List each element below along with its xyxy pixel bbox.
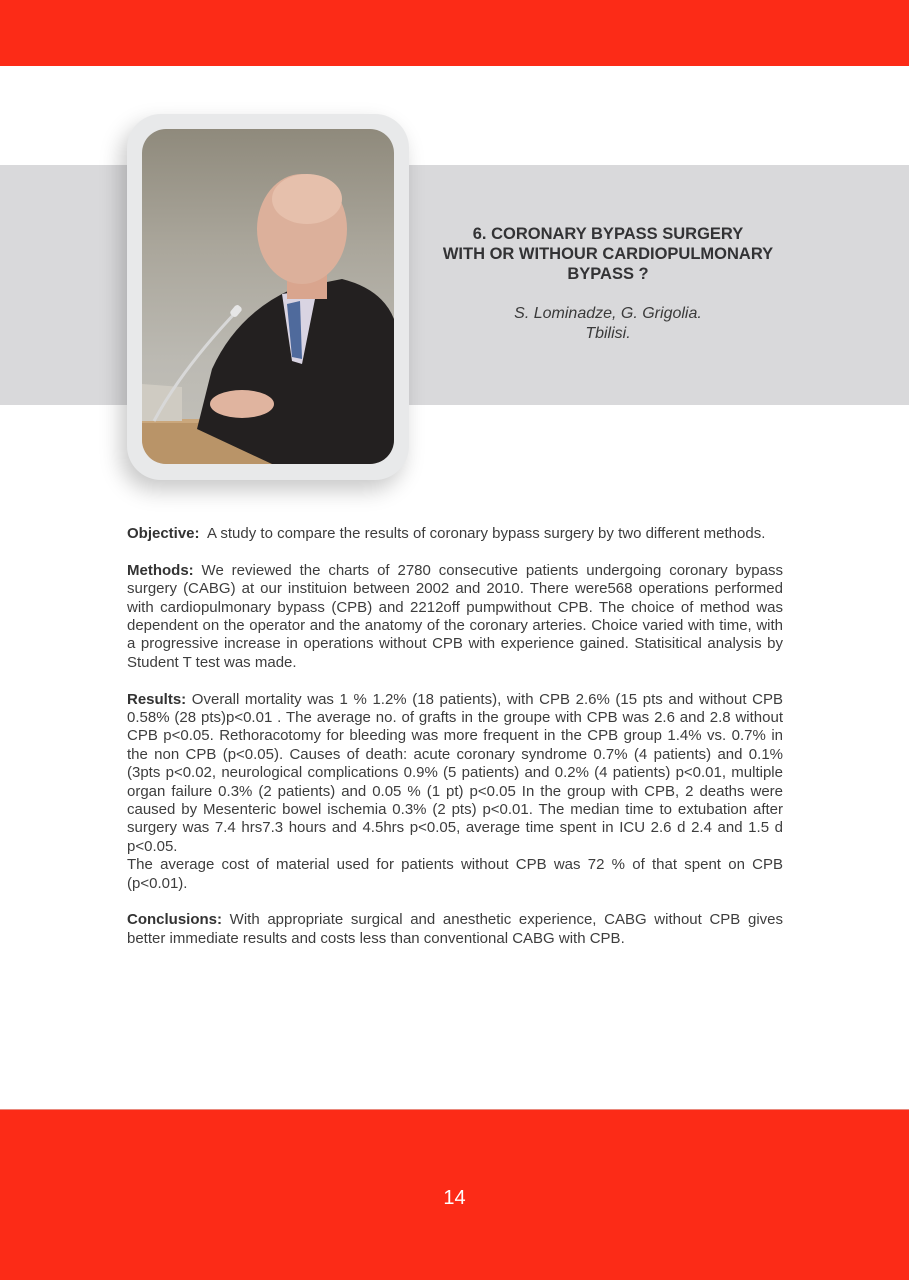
speaker-illustration <box>142 129 394 464</box>
speaker-photo <box>142 129 394 464</box>
title-line: 6. CORONARY BYPASS SURGERY <box>472 225 744 243</box>
photo-frame <box>127 114 409 480</box>
methods-label: Methods: <box>127 561 194 579</box>
results-text: Overall mortality was 1 % 1.2% (18 patients), with CPB 2.6% (15 pts and without CPB 0.58% (28 pts)p<0.01 . The average no. of grafts in the groupe with CPB was 2.6 and 2.8 without CPB p<0.05. Rethoracotomy for bleeding was more frequent in the CPB group 1.4% vs. 0.7% in the non CPB (p<0.05). Causes of death: acute coronary syndrome 0.7% (4 patients) and 0.1% (3pts p<0.02, neurological complications 0.9% (5 patients) and 0.2% (4 patients) p<0.01, multiple organ failure 0.3% (2 patients) and 0.05 % (1 pt) p<0.05 In the group with CPB, 2 deaths were caused by Mesenteric bowel ischemia 0.3% (2 pts) p<0.01. The median time to extubation after surgery was 7.4 hrs7.3 hours and 4.5hrs p<0.05, average time spent in ICU 2.6 d 2.4 and 1.5 d p<0.05. <box>127 690 783 855</box>
objective-label: Objective: <box>127 525 200 542</box>
authors-block <box>420 304 796 344</box>
objective-text: A study to compare the results of coronary bypass surgery by two different methods. <box>199 525 766 542</box>
location: Tbilisi. <box>585 325 631 342</box>
objective-paragraph <box>127 525 783 543</box>
methods-text: We reviewed the charts of 2780 consecutive patients undergoing coronary bypass surgery (CABG) at our instituion between 2002 and 2010. There were568 operations performed with cardiopulmonary bypass (CPB) and 2212off pumpwithout CPB. The choice of method was dependent on the operator and the anatomy of the coronary arteries. Choice varied with time, with a progressive increase in operations without CPB with experience gained. Statisitical analysis by Student T test was made. <box>127 561 783 671</box>
cost-text: The average cost of material used for patients without CPB was 72 % of that spent on CPB (p<0.01). <box>127 856 783 892</box>
hand <box>210 390 274 418</box>
top-red-bar <box>0 0 909 66</box>
abstract-body <box>127 525 783 967</box>
page-number: 14 <box>443 1187 466 1209</box>
results-paragraph <box>127 691 783 857</box>
conclusions-label: Conclusions: <box>127 911 223 929</box>
article-title <box>420 224 796 284</box>
methods-paragraph <box>127 562 783 672</box>
cost-paragraph <box>127 856 783 893</box>
results-label: Results: <box>127 690 187 708</box>
title-line: BYPASS ? <box>567 265 649 283</box>
conclusions-text: With appropriate surgical and anesthetic experience, CABG without CPB gives better immediate results and costs less than conventional CABG with CPB. <box>127 911 783 947</box>
conclusions-paragraph <box>127 911 783 948</box>
article-header <box>420 224 796 344</box>
authors: S. Lominadze, G. Grigolia. <box>514 305 702 322</box>
title-line: WITH OR WITHOUR CARDIOPULMONARY <box>442 245 774 263</box>
